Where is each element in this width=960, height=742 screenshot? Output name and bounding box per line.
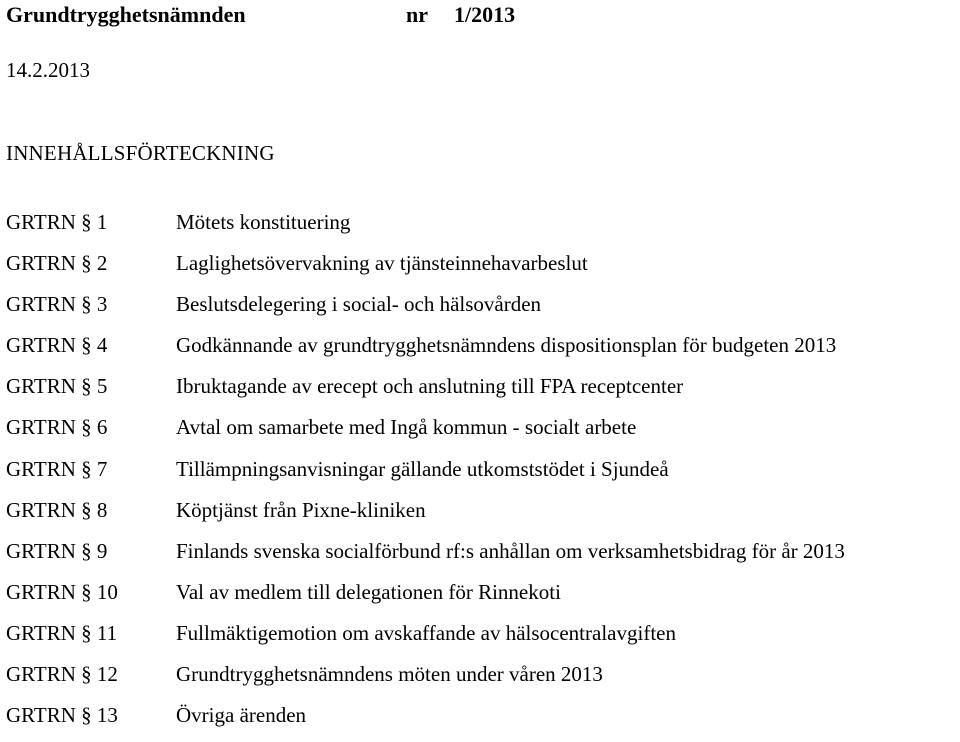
toc-item-title: Mötets konstituering <box>176 210 351 234</box>
table-of-contents <box>6 208 956 742</box>
toc-item <box>6 455 956 496</box>
toc-item-code: GRTRN § 11 <box>6 620 118 645</box>
toc-item <box>6 619 956 660</box>
toc-item-code: GRTRN § 8 <box>6 497 108 522</box>
meeting-date: 14.2.2013 <box>6 58 90 82</box>
toc-item <box>6 208 956 249</box>
toc-item <box>6 701 956 742</box>
toc-item-code: GRTRN § 12 <box>6 662 118 687</box>
document-header <box>6 2 515 28</box>
toc-item <box>6 496 956 537</box>
toc-item-code: GRTRN § 1 <box>6 210 108 234</box>
toc-item-code: GRTRN § 5 <box>6 374 108 399</box>
toc-heading: INNEHÅLLSFÖRTECKNING <box>6 141 275 165</box>
number-label: nr <box>406 2 428 27</box>
toc-item-code: GRTRN § 7 <box>6 456 108 481</box>
meeting-number: 1/2013 <box>454 2 516 27</box>
toc-item-title: Laglighetsövervakning av tjänsteinnehavarbeslut <box>176 251 588 276</box>
toc-item-title: Godkännande av grundtrygghetsnämndens dispositionsplan för budgeten 2013 <box>176 333 837 358</box>
committee-name: Grundtrygghetsnämnden <box>6 2 246 27</box>
toc-item-code: GRTRN § 6 <box>6 415 108 440</box>
toc-item <box>6 413 956 454</box>
toc-item-title: Beslutsdelegering i social- och hälsovården <box>176 292 542 317</box>
toc-item-title: Val av medlem till delegationen för Rinnekoti <box>176 579 561 604</box>
toc-item <box>6 660 956 701</box>
toc-item <box>6 249 956 290</box>
toc-item-title: Grundtrygghetsnämndens möten under våren 2013 <box>176 662 603 687</box>
toc-item-title: Tillämpningsanvisningar gällande utkomststödet i Sjundeå <box>176 456 669 481</box>
toc-item <box>6 372 956 413</box>
toc-item-title: Övriga ärenden <box>176 703 307 728</box>
toc-item-code: GRTRN § 2 <box>6 251 108 276</box>
toc-item-code: GRTRN § 10 <box>6 579 118 604</box>
toc-item-title: Fullmäktigemotion om avskaffande av hälsocentralavgiften <box>176 620 676 645</box>
toc-item <box>6 290 956 331</box>
toc-item-title: Köptjänst från Pixne-kliniken <box>176 497 426 522</box>
toc-item-code: GRTRN § 9 <box>6 538 108 563</box>
toc-item <box>6 331 956 372</box>
toc-item-code: GRTRN § 13 <box>6 703 118 728</box>
toc-item-title: Finlands svenska socialförbund rf:s anhållan om verksamhetsbidrag för år 2013 <box>176 538 845 563</box>
toc-item-code: GRTRN § 3 <box>6 292 108 317</box>
toc-item-title: Avtal om samarbete med Ingå kommun - socialt arbete <box>176 415 637 440</box>
toc-item <box>6 578 956 619</box>
toc-item-title: Ibruktagande av erecept och anslutning till FPA receptcenter <box>176 374 684 399</box>
toc-item-code: GRTRN § 4 <box>6 333 108 358</box>
toc-item <box>6 537 956 578</box>
